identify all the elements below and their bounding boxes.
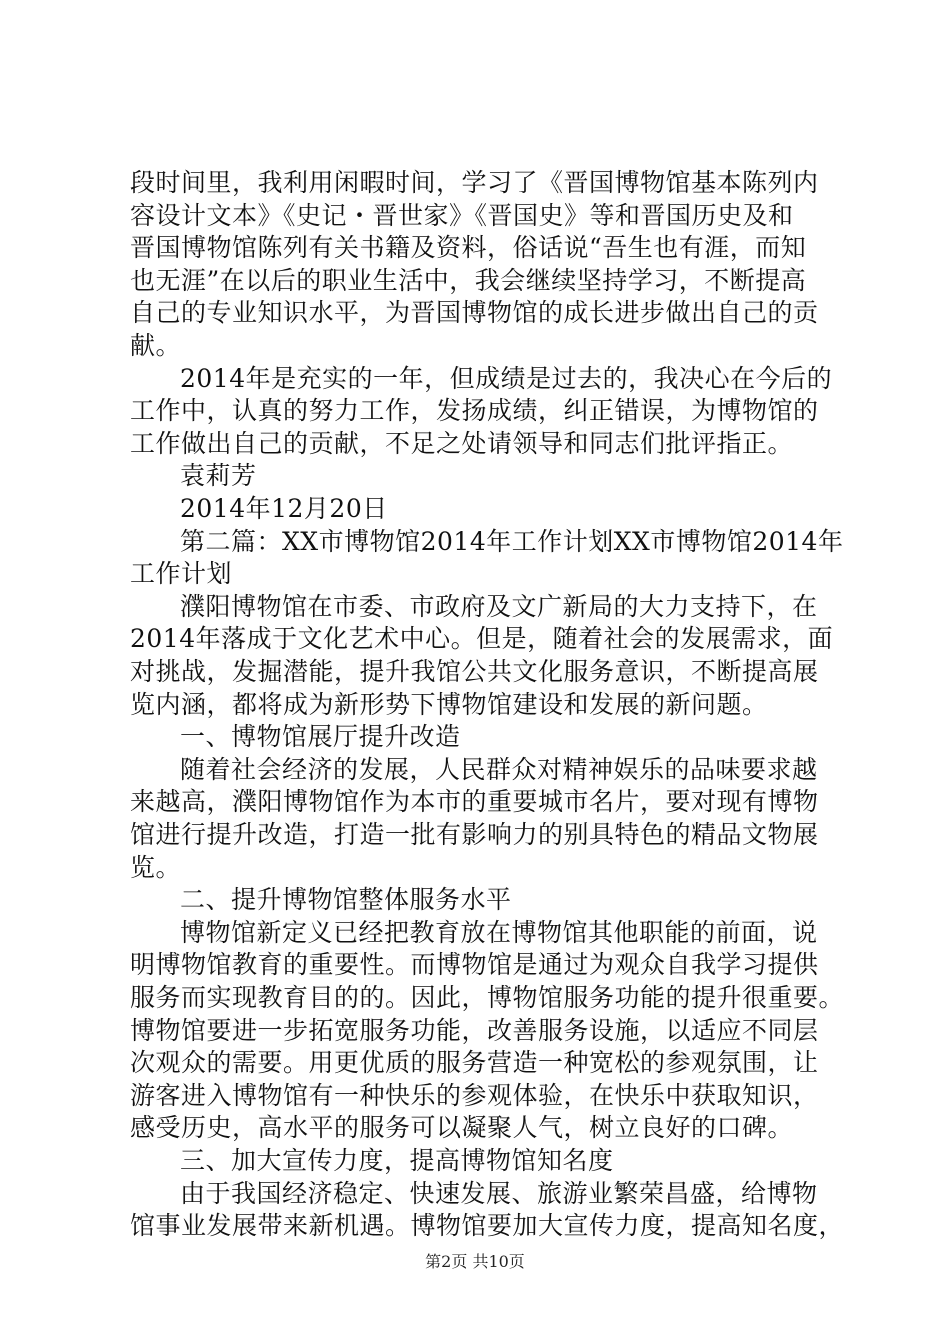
text-line: 感受历史，高水平的服务可以凝聚人气，树立良好的口碑。 (130, 1113, 794, 1143)
text-line: 游客进入博物馆有一种快乐的参观体验，在快乐中获取知识， (130, 1080, 819, 1110)
text-line: 馆进行提升改造，打造一批有影响力的别具特色的精品文物展 (130, 820, 819, 849)
text-line: 随着社会经济的发展，人民群众对精神娱乐的品味要求越 (180, 754, 818, 784)
text-line: 由于我国经济稳定、快速发展、旅游业繁荣昌盛，给博物 (180, 1178, 818, 1208)
page-footer: 第2页 共10页 (425, 1252, 525, 1271)
text-line: 段时间里，我利用闲暇时间，学习了《晋国博物馆基本陈列内 (130, 168, 819, 197)
text-line: 博物馆要进一步拓宽服务功能，改善服务设施，以适应不同层 (130, 1015, 819, 1045)
text-line: 容设计文本》《史记・晋世家》《晋国史》等和晋国历史及和 (130, 200, 794, 230)
text-line: 明博物馆教育的重要性。而博物馆是通过为观众自我学习提供 (130, 950, 819, 980)
text-line: 工作做出自己的贡献，不足之处请领导和同志们批评指正。 (130, 428, 794, 458)
signature-date: 2014年12月20日 (180, 494, 388, 523)
text-line: 览。 (130, 852, 182, 882)
text-line: 献。 (130, 331, 182, 360)
text-line: 次观众的需要。用更优质的服务营造一种宽松的参观氛围，让 (130, 1048, 819, 1078)
section-title: 第二篇：XX市博物馆2014年工作计划XX市博物馆2014年 (180, 526, 844, 556)
text-line: 服务而实现教育目的的。因此，博物馆服务功能的提升很重要。 (130, 983, 845, 1012)
text-line: 晋国博物馆陈列有关书籍及资料，俗话说“吾生也有涯，而知 (130, 233, 807, 263)
section-title: 工作计划 (130, 559, 233, 589)
text-line: 2014年落成于文化艺术中心。但是，随着社会的发展需求，面 (130, 624, 834, 654)
text-line: 博物馆新定义已经把教育放在博物馆其他职能的前面，说 (180, 917, 818, 947)
text-line: 自己的专业知识水平，为晋国博物馆的成长进步做出自己的贡 (130, 298, 819, 328)
subheading: 一、博物馆展厅提升改造 (180, 722, 461, 752)
text-line: 濮阳博物馆在市委、市政府及文广新局的大力支持下，在 (180, 591, 818, 621)
text-line: 来越高，濮阳博物馆作为本市的重要城市名片，要对现有博物 (130, 787, 819, 817)
subheading: 三、加大宣传力度，提高博物馆知名度 (180, 1146, 614, 1175)
text-line: 览内涵，都将成为新形势下博物馆建设和发展的新问题。 (130, 689, 768, 719)
text-line: 工作中，认真的努力工作，发扬成绩，纠正错误，为博物馆的 (130, 396, 819, 426)
subheading: 二、提升博物馆整体服务水平 (180, 885, 512, 915)
text-line: 对挑战，发掘潜能，提升我馆公共文化服务意识，不断提高展 (130, 657, 819, 686)
text-line: 也无涯”在以后的职业生活中，我会继续坚持学习，不断提高 (130, 265, 807, 295)
text-line: 馆事业发展带来新机遇。博物馆要加大宣传力度，提高知名度， (130, 1211, 845, 1241)
signature-name: 袁莉芳 (180, 461, 257, 491)
text-line: 2014年是充实的一年，但成绩是过去的，我决心在今后的 (180, 363, 833, 393)
